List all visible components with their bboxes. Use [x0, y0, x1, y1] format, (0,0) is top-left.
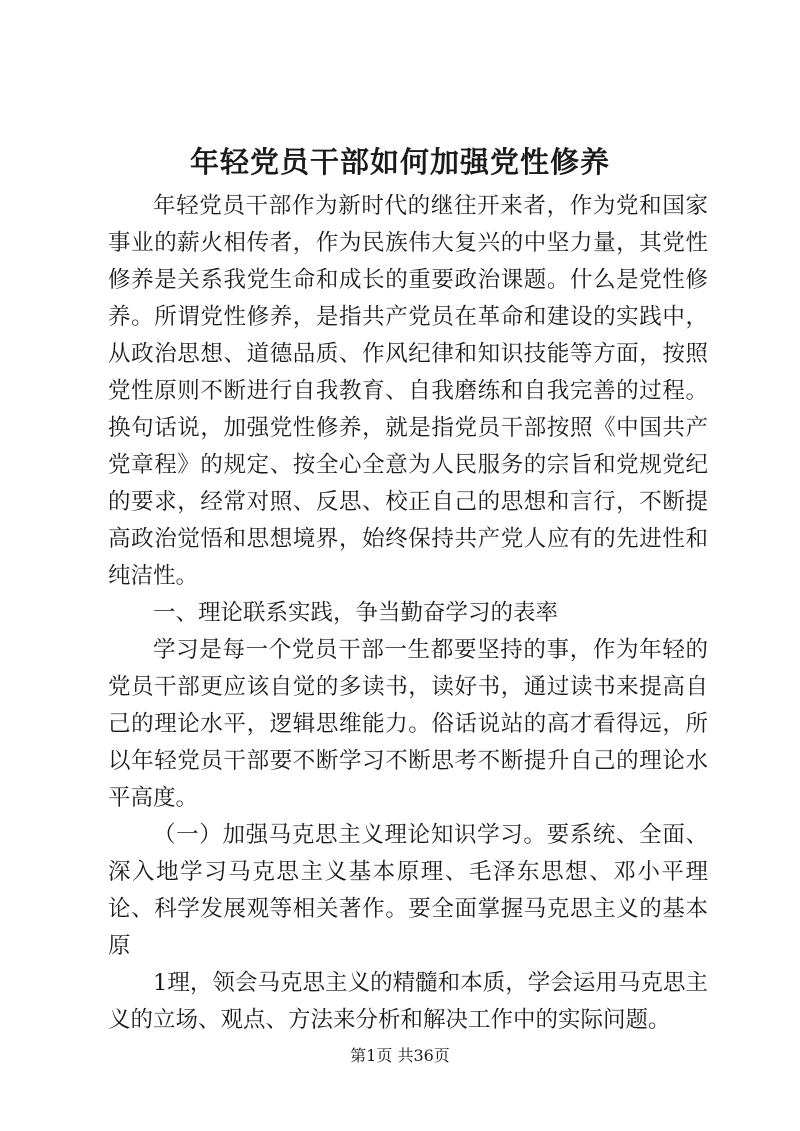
document-body — [108, 188, 708, 1039]
section-heading: 一、理论联系实践，争当勤奋学习的表率 — [153, 600, 559, 626]
study-paragraph: 学习是每一个党员干部一生都要坚持的事，作为年轻的党员干部更应该自觉的多读书，读好书，通过读书来提高自己的理论水平，逻辑思维能力。俗话说站的高才看得远，所以年轻党员干部要不断学习不断思考不断提升自己的理论水平高度。 — [108, 637, 708, 811]
document-title: 年轻党员干部如何加强党性修养 — [189, 145, 610, 179]
continuation-paragraph: 1理，领会马克思主义的精髓和本质，学会运用马克思主义的立场、观点、方法来分析和解决工作中的实际问题。 — [108, 970, 708, 1033]
page-number-footer: 第1页 共36页 — [350, 1046, 450, 1065]
subsection-paragraph: （一）加强马克思主义理论知识学习。要系统、全面、深入地学习马克思主义基本原理、毛泽东思想、邓小平理论、科学发展观等相关著作。要全面掌握马克思主义的基本原 — [108, 822, 708, 959]
intro-paragraph: 年轻党员干部作为新时代的继往开来者，作为党和国家事业的薪火相传者，作为民族伟大复兴的中坚力量，其党性修养是关系我党生命和成长的重要政治课题。什么是党性修养。所谓党性修养，是指共产党员在革命和建设的实践中，从政治思想、道德品质、作风纪律和知识技能等方面，按照党性原则不断进行自我教育、自我磨练和自我完善的过程。换句话说，加强党性修养，就是指党员干部按照《中国共产党章程》的规定、按全心全意为人民服务的宗旨和党规党纪的要求，经常对照、反思、校正自己的思想和言行，不断提高政治觉悟和思想境界，始终保持共产党人应有的先进性和纯洁性。 — [108, 193, 708, 589]
